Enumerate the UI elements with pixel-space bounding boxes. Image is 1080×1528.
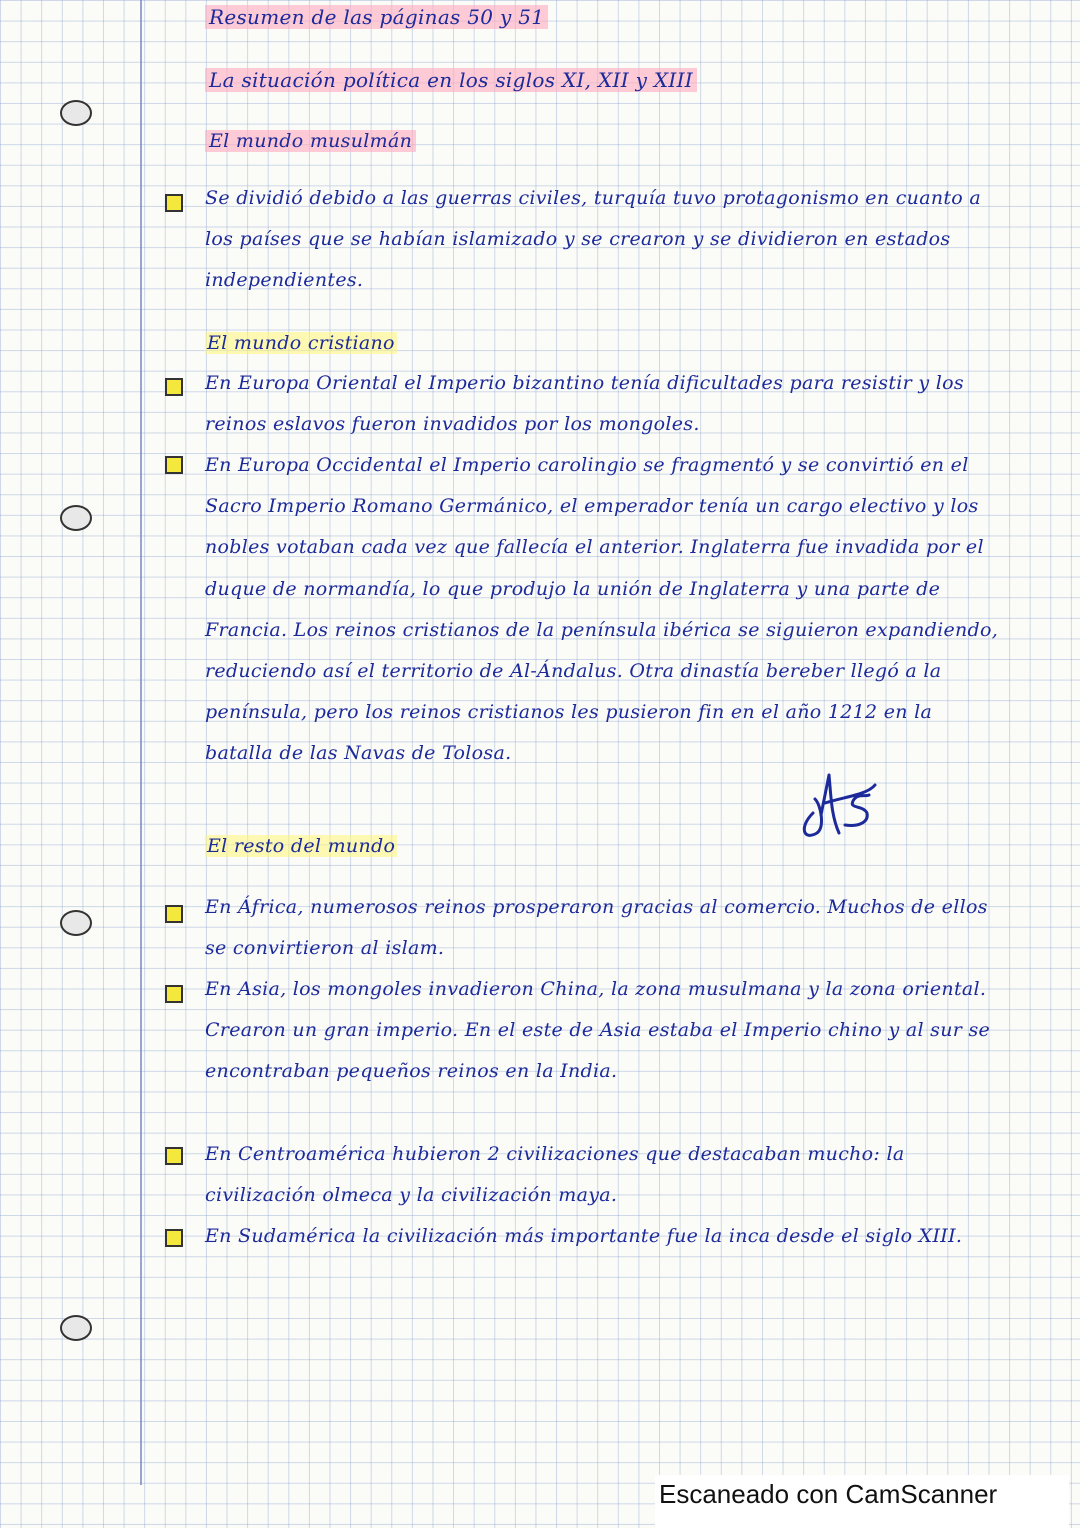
binder-hole [60,100,92,126]
section-heading: El resto del mundo [207,835,396,857]
bullet-text: En Sudamérica la civilización más importante fue la inca desde el siglo XIII. [205,1225,963,1247]
page-subtitle: La situación política en los siglos XI, XII y XIII [205,68,1005,92]
scanner-watermark: Escaneado con CamScanner [655,1475,1069,1528]
bullet-marker [165,1229,183,1247]
bullet-marker [165,905,183,923]
bullet-text: Se dividió debido a las guerras civiles, turquía tuvo protagonismo en cuanto a los países que se habían islamizado y se crearon y se dividieron en estados independientes. [205,187,982,292]
bullet-text: En Europa Oriental el Imperio bizantino tenía dificultades para resistir y los reinos eslavos fueron invadidos por los mongoles. [205,372,964,436]
bullet-marker [165,378,183,396]
page-title: Resumen de las páginas 50 y 51 [205,5,1005,29]
section-heading: El mundo cristiano [207,332,395,354]
bullet-text: En Europa Occidental el Imperio carolingio se fragmentó y se convirtió en el Sacro Imperio Romano Germánico, el emperador tenía un cargo electivo y los nobles votaban cada vez que fallecía el anterior. Inglaterra fue invadida por el duque de normandía, lo que produjo la unión de Inglaterra y una parte de Francia. Los reinos cristianos de la península ibérica se siguieron expandiendo, reduciendo así el territorio de Al-Ándalus. Otra dinastía bereber llegó a la península, pero los reinos cristianos les pusieron fin en el año 1212 en la batalla de las Navas de Tolosa. [205,454,999,765]
section-heading: El mundo musulmán [205,130,1005,152]
margin-line [140,0,142,1485]
bullet-text: En Centroamérica hubieron 2 civilizaciones que destacaban mucho: la civilización olmeca y la civilización maya. [205,1143,905,1207]
binder-hole [60,505,92,531]
signature [795,765,885,845]
binder-hole [60,910,92,936]
bullet-marker [165,456,183,474]
bullet-text: En África, numerosos reinos prosperaron gracias al comercio. Muchos de ellos se convirtieron al islam. [205,896,988,960]
binder-hole [60,1315,92,1341]
bullet-marker [165,194,183,212]
bullet-text: En Asia, los mongoles invadieron China, la zona musulmana y la zona oriental. Crearon un gran imperio. En el este de Asia estaba el Imperio chino y al sur se encontraban pequeños reinos en la India. [205,978,991,1083]
bullet-marker [165,1147,183,1165]
bullet-marker [165,985,183,1003]
